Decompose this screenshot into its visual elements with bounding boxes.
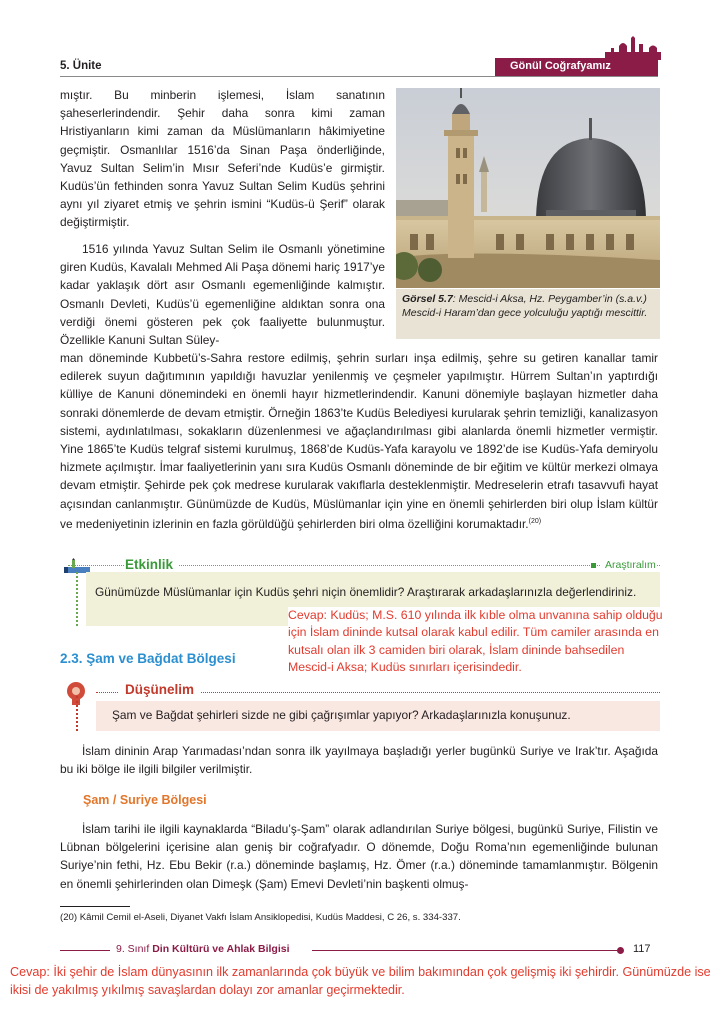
footer-rule-left bbox=[60, 950, 110, 951]
chapter-title: Gönül Coğrafyamız bbox=[510, 60, 611, 72]
activity-tag-marker bbox=[591, 563, 596, 568]
al-aqsa-photo bbox=[396, 88, 660, 288]
activity-tag: Araştıralım bbox=[601, 559, 656, 571]
paragraph-intro: mıştır. Bu minberin işlemesi, İslam sanatının şaheserlerindendir. Şehir daha sonra kimi zaman Hristiyanların kimi zaman da Müslümanların hâkimiyetine geçmiştir. Osmanlılar 1516’da Sinan Paşa önderliğinde, Yavuz Sultan Selim’in Mısır Seferi’nde Kudüs’e girmiştir. Kudüs’ün fethinden sonra Yavuz Sultan Selim Kudüs şehrini aynı yıl ziyaret etmiş ve şehrin ismini “Kudüs-ü Şerif” olarak değiştirmiştir. bbox=[60, 88, 385, 230]
activity-side-rule bbox=[76, 572, 78, 626]
answer-sam-bagdat: Cevap: İki şehir de İslam dünyasının ilk zamanlarında çok büyük ve bilim bakımından çok gelişmiş iki şehirdir. Günümüzde ise ikisi de yakılmış yıkılmış savaşlardan dolayı zor amanlar geçirmektedir. bbox=[10, 965, 711, 998]
paragraph-sam: İslam tarihi ile ilgili kaynaklarda “Biladu’ş-Şam” olarak adlandırılan Suriye bölgesi, bugünkü Suriye, Filistin ve Lübnan bölgelerini içerisine alan geniş bir coğrafyadır. O dönemde, Doğu Roma’nın egemenliğinde bulunan Suriye’nin fethi, Hz. Ebu Bekir (r.a.) döneminde başlamış, Hz. Ömer (r.a.) döneminde tamamlanmıştır. Bölgenin en önemli şehirlerinden olan Dimeşk (Şam) Emevi Devleti’nin başkenti olmuş- bbox=[60, 822, 658, 891]
footer-grade: 9. Sınıf bbox=[116, 943, 150, 955]
think-text: Şam ve Bağdat şehirleri sizde ne gibi çağrışımlar yapıyor? Arkadaşlarınızla konuşunuz. bbox=[112, 708, 571, 722]
think-side-rule bbox=[76, 696, 78, 731]
paragraph-ottoman-a: 1516 yılında Yavuz Sultan Selim ile Osmanlı yönetimine giren Kudüs, Kavalalı Mehmed Ali Paşa dönemi hariç 1917’ye kadar yaklaşık dört asır Osmanlı egemenliğinde kalmıştır. Osmanlı Devleti, Kudüs’ü egemenliğine aldıktan sonra ona verdiği önemi gösteren pek çok faaliyette bulunmuştur. Özellikle Kanuni Sultan Süley- bbox=[60, 242, 385, 348]
paragraph-spread: İslam dininin Arap Yarımadası’ndan sonra ilk yayılmaya başladığı yerler bugünkü Suriye ve Irak’tır. Aşağıda bu iki bölge ile ilgili bilgiler verilmiştir. bbox=[60, 744, 658, 777]
city-skyline-icon bbox=[605, 36, 661, 60]
figure-caption-text: : Mescid-i Aksa, Hz. Peygamber’in (s.a.v.) Mescid-i Haram’dan gece yolculuğu yaptığı mescittir. bbox=[402, 293, 648, 319]
footer-course-name: Din Kültürü ve Ahlak Bilgisi bbox=[152, 943, 290, 955]
paragraph-ottoman-b-text: man döneminde Kubbetü’s-Sahra restore edilmiş, şehrin surları inşa edilmiş, şehre su getiren kanallar tamir edilerek suyun dağıtımının yapıldığı havuzlar yenilenmiş ve çeşmeler yapılmıştır. Hürrem Sultan’ın yaptırdığı külliye de Kanuni dönemindeki en önemli hayır hizmetlerindendir. Kanuni dönemiyle başlayan hizmetler daha sonraki dönemlerde de devam etmiştir. Örneğin 1863’te Kudüs Belediyesi kurularak şehrin temizliği, kanalizasyon sistemi, aydınlatılması, sokakların düzenlenmesi ve ağaçlandırılması gibi alanlarda önemli hizmetler vermiştir. Yine 1865’te Kudüs telgraf sistemi kurulmuş, 1868’de Kudüs-Yafa karayolu ve 1892’de ise Kudüs-Yafa demiryolu hizmete açılmıştır. İmar faaliyetlerinin yanı sıra Kudüs Osmanlı döneminde de bir eğitim ve kültür merkezi olmaya devam etmiştir. Şehirde pek çok medrese kurularak vakıflarla desteklenmiştir. Medreselerin etrafı tasavvufi hayat açısından canlanmıştır. Günümüzde de Kudüs, Müslümanlar için yine en önemli şehirlerden biri olup İslam kültür ve medeniyetinin izlerinin en fazla görüldüğü şehirlerden biri olma özelliğini korumaktadır. bbox=[60, 351, 658, 531]
activity-title: Etkinlik bbox=[125, 557, 179, 572]
section-title: 2.3. Şam ve Bağdat Bölgesi bbox=[60, 651, 236, 666]
unit-label: 5. Ünite bbox=[60, 60, 102, 72]
footnote-rule bbox=[60, 906, 130, 907]
figure-label: Görsel 5.7 bbox=[402, 293, 453, 305]
think-title: Düşünelim bbox=[119, 682, 200, 697]
footer-dot bbox=[617, 947, 624, 954]
answer-kudus: Cevap: Kudüs; M.S. 610 yılında ilk kıble olma unvanına sahip olduğu için İslam dininde kutsal olarak kabul edilir. Tüm camiler arasında en kutsalı olan ilk 3 camiden biri olarak, İslam dininde bahsedilen Mescid-i Aksa; Kudüs sınırları içerisindedir. bbox=[288, 607, 668, 676]
page-number: 117 bbox=[633, 943, 651, 955]
footer-rule-right bbox=[312, 950, 618, 951]
subheading-sam: Şam / Suriye Bölgesi bbox=[83, 793, 207, 807]
footnote: (20) Kâmil Cemil el-Aseli, Diyanet Vakfı İslam Ansiklopedisi, Kudüs Maddesi, C 26, s. 334-337. bbox=[60, 912, 461, 923]
footnote-ref: (20) bbox=[528, 517, 542, 525]
activity-text: Günümüzde Müslümanlar için Kudüs şehri niçin önemlidir? Araştırarak arkadaşlarınızla değerlendiriniz. bbox=[95, 585, 637, 599]
paragraph-ottoman-b bbox=[60, 349, 658, 533]
header-rule bbox=[60, 76, 658, 77]
footer-course bbox=[116, 943, 290, 955]
figure-caption bbox=[396, 289, 660, 339]
